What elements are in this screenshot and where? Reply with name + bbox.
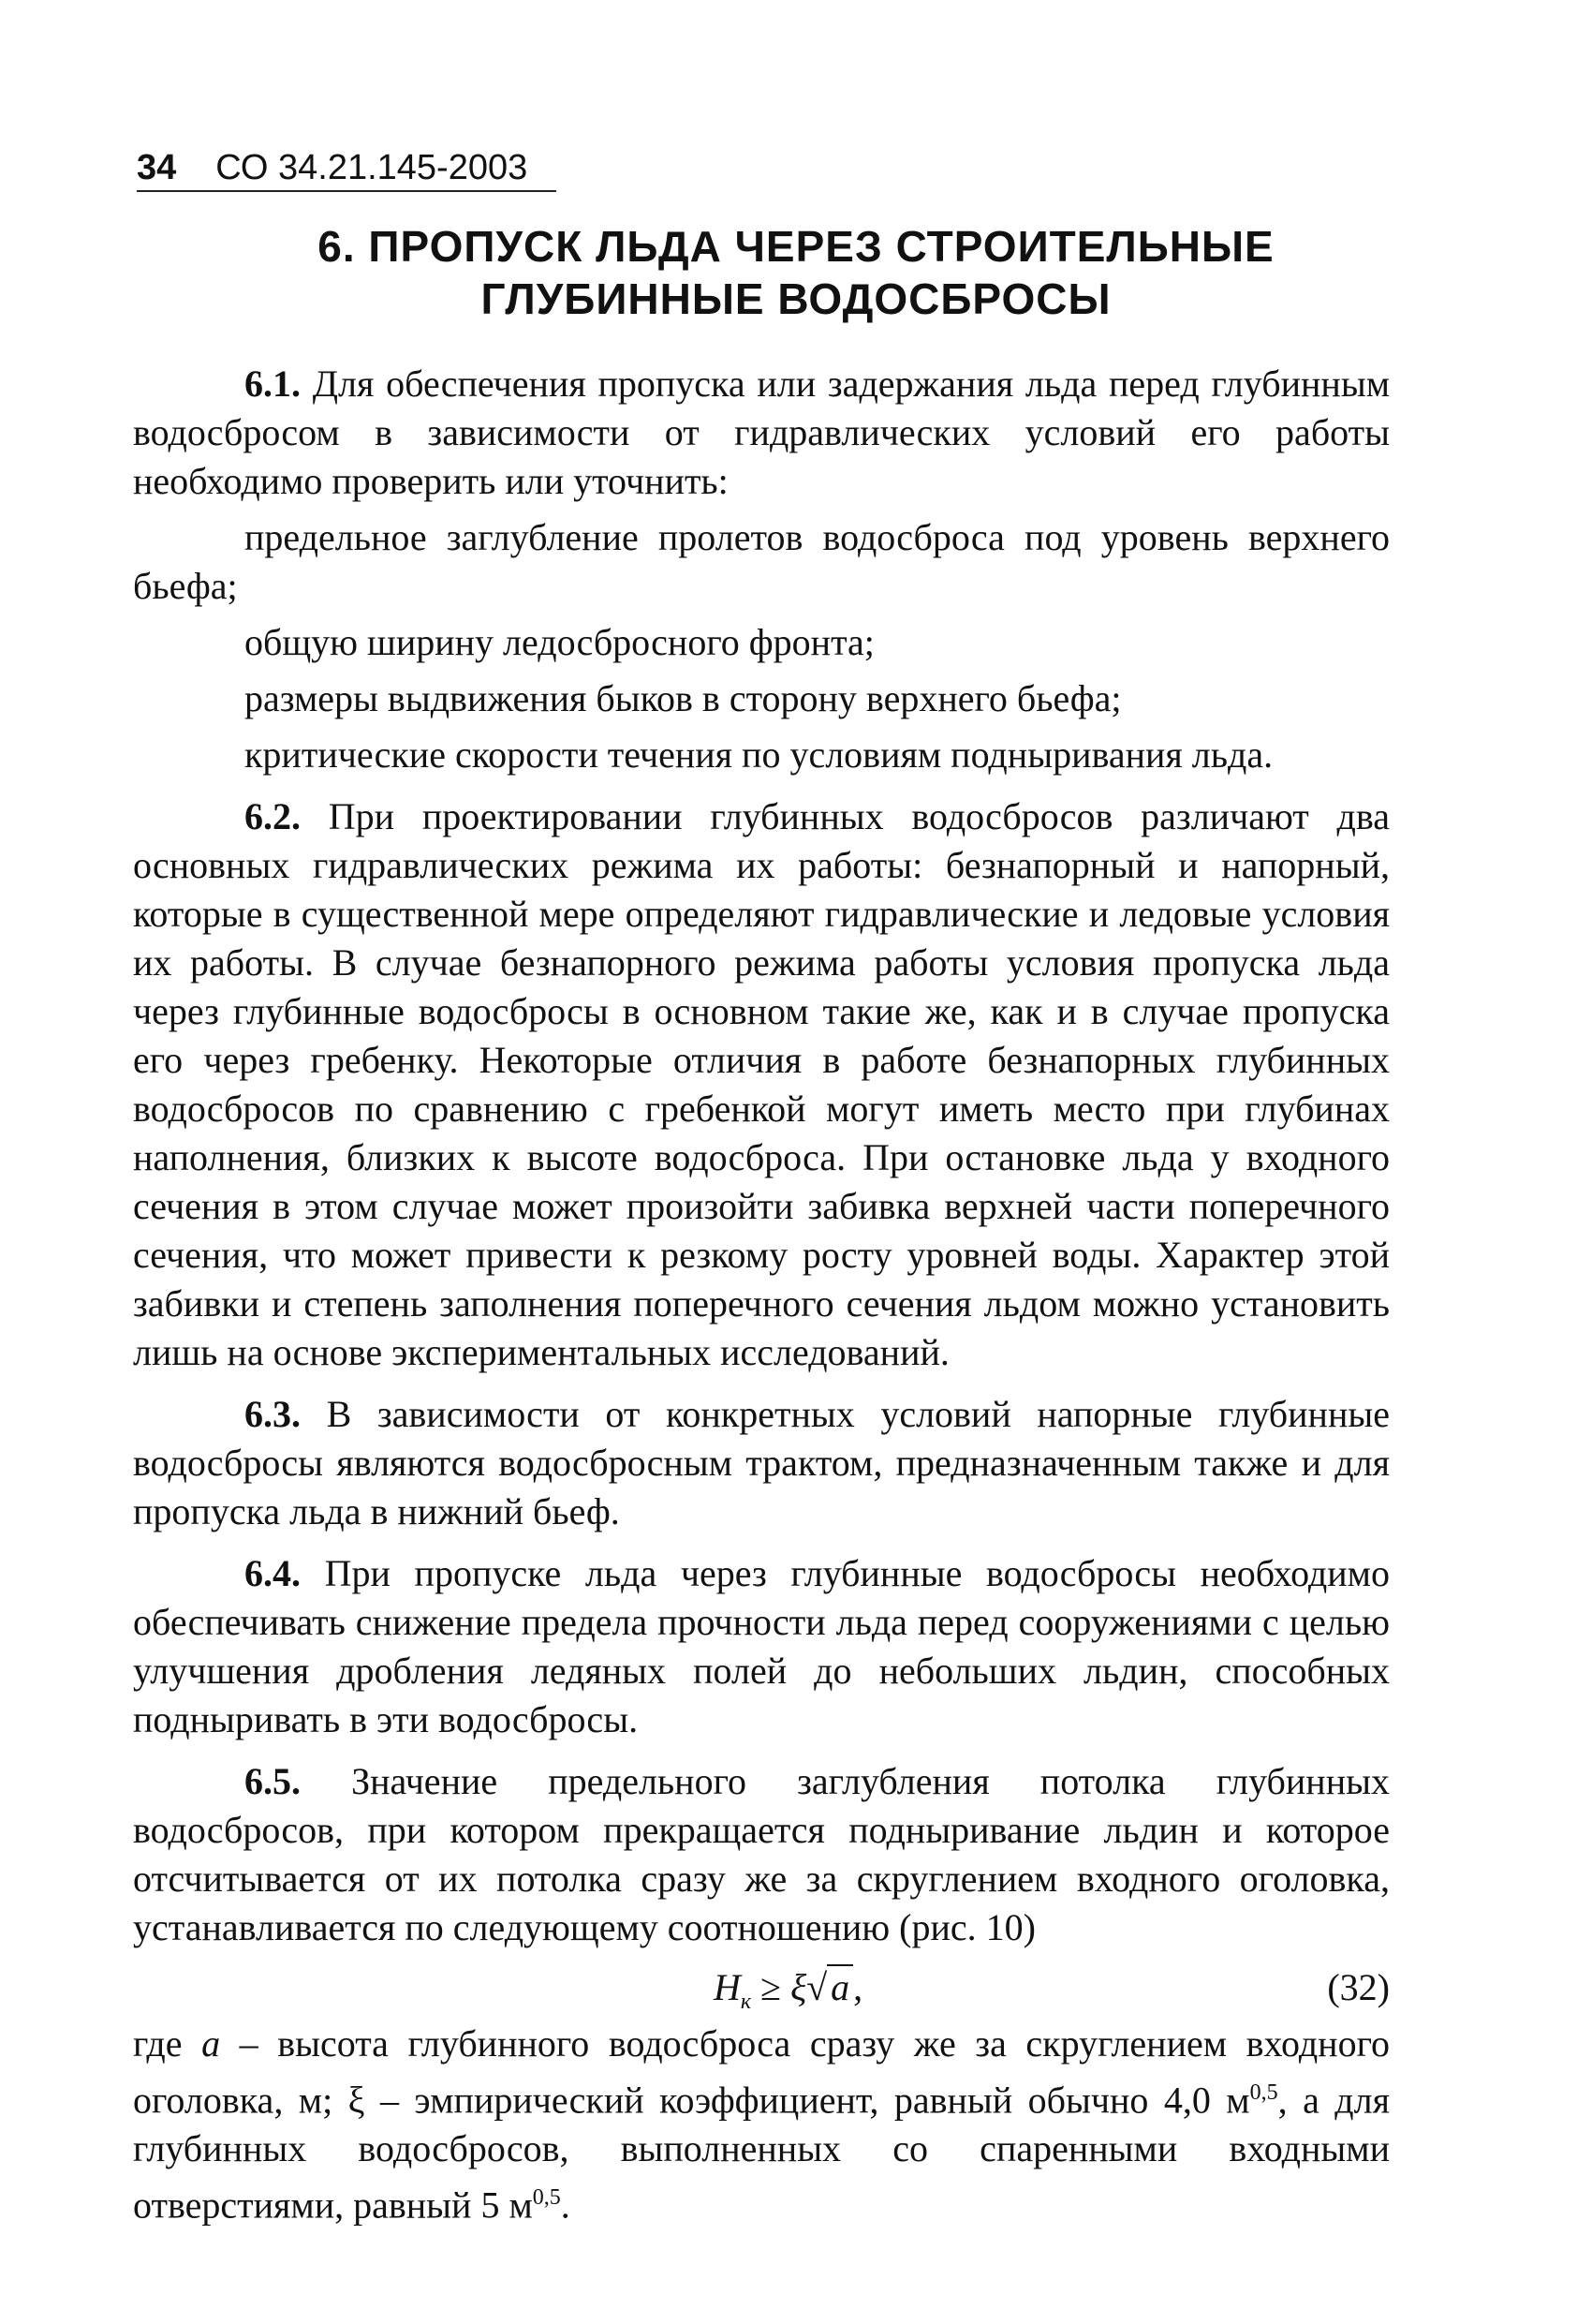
paragraph-text: В зависимости от конкретных условий напорные глубинные водосбросы являются водосбросным трактом, предназначенным также и для пропуска льда в нижний бьеф. (133, 1393, 1390, 1532)
exponent: 0,5 (532, 2185, 561, 2211)
paragraph-6-1 (133, 360, 1390, 506)
paragraph-6-4 (133, 1549, 1390, 1744)
clause-number: 6.2. (244, 795, 301, 837)
list-item: критические скорости течения по условиям подныривания льда. (244, 733, 1274, 776)
sqrt-icon: √ (806, 1966, 828, 2008)
list-item: предельное заглубление пролетов водосброса под уровень верхнего бьефа; (133, 516, 1390, 607)
list-item: общую ширину ледосбросного фронта; (244, 621, 875, 663)
explanation-text: . (560, 2183, 570, 2227)
paragraph-6-2 (133, 792, 1390, 1377)
header-rule (137, 190, 556, 192)
running-header (137, 148, 527, 188)
formula-tail: , (853, 1966, 863, 2008)
formula-expression (714, 1963, 862, 2026)
explanation-text: , а для глубинных водосбросов, выполненных со спаренными входными отверстиями, равный 5 м (133, 2079, 1390, 2227)
exponent: 0,5 (1249, 2080, 1278, 2105)
explanation-text: где (133, 2022, 202, 2065)
paragraph-text: При пропуске льда через глубинные водосбросы необходимо обеспечивать снижение предела прочности льда перед сооружениями с целью улучшения дробления ледяных полей до небольших льдин, способных подныривать в эти водосбросы. (133, 1552, 1390, 1740)
clause-number: 6.5. (244, 1760, 301, 1802)
document-code: СО 34.21.145-2003 (215, 148, 528, 187)
list-item: размеры выдвижения быков в сторону верхнего бьефа; (244, 677, 1122, 719)
page-number: 34 (137, 148, 177, 187)
equation-number: (32) (1327, 1966, 1390, 2008)
explanation-text: – высота глубинного водосброса сразу же за скруглением входного оголовка, м; ξ – эмпирический коэффициент, равный обычно 4,0 м (133, 2022, 1390, 2122)
paragraph-6-3 (133, 1390, 1390, 1536)
paragraph-text: Значение предельного заглубления потолка глубинных водосбросов, при котором прекращается подныривание льдин и которое отсчитывается от их потолка сразу же за скруглением входного оголовка, устанавливается по следующему соотношению (рис. 10) (133, 1760, 1390, 1948)
clause-number: 6.4. (244, 1552, 301, 1594)
variable-a: a (201, 2022, 221, 2065)
clause-number: 6.1. (244, 363, 301, 405)
formula-radicand: a (827, 1964, 853, 2008)
paragraph-text: Для обеспечения пропуска или задержания льда перед глубинным водосбросом в зависимости от гидравлических условий его работы необходимо проверить или уточнить: (133, 363, 1391, 502)
clause-number: 6.3. (244, 1393, 301, 1435)
formula-relation: ≥ (760, 1966, 782, 2008)
section-title-line-1: 6. ПРОПУСК ЛЬДА ЧЕРЕЗ СТРОИТЕЛЬНЫЕ (317, 222, 1275, 271)
body-text (133, 360, 1390, 2230)
formula-lhs: H (714, 1966, 741, 2008)
paragraph-text: При проектировании глубинных водосбросов различают два основных гидравлических режима их работы: безнапорный и напорный, которые в существенной мере определяют гидравлические и ледовые условия их работы. В случае безнапорного режима работы условия пропуска льда через глубинные водосбросы в основном такие же, как и в случае пропуска его через гребенку. Некоторые отличия в работе безнапорных глубинных водосбросов по сравнению с гребенкой могут иметь место при глубинах наполнения, близких к высоте водосброса. При остановке льда у входного сечения в этом случае может произойти забивка верхней части поперечного сечения, что может привести к резкому росту уровней воды. Характер этой забивки и степень заполнения поперечного сечения льдом можно установить лишь на основе экспериментальных исследований. (133, 795, 1391, 1373)
formula-coefficient: ξ (790, 1966, 807, 2008)
formula-lhs-subscript: к (740, 1990, 752, 2014)
formula-explanation (133, 2020, 1390, 2230)
paragraph-6-5 (133, 1757, 1390, 1952)
formula-32 (133, 1958, 1390, 2020)
section-title-line-2: ГЛУБИННЫЕ ВОДОСБРОСЫ (480, 274, 1112, 323)
